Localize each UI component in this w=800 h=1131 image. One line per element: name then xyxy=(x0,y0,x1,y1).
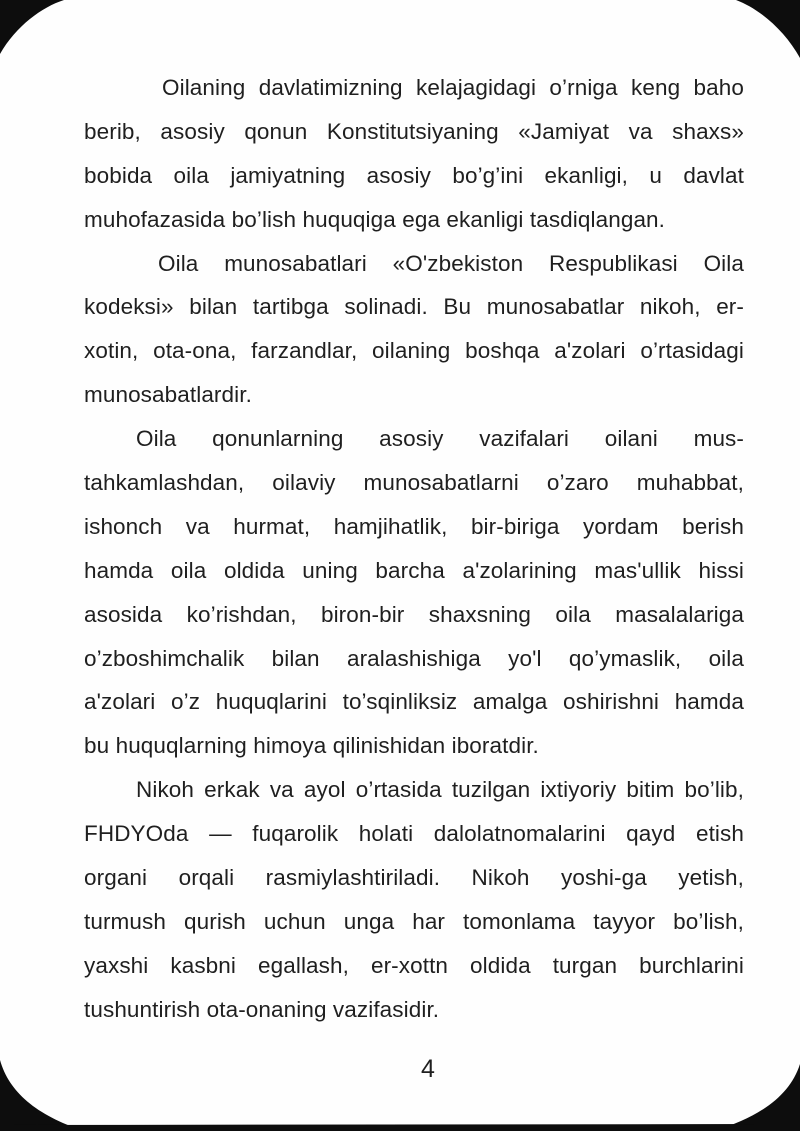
text-line: Oila qonunlarning asosiy vazifalari oilani mus- xyxy=(136,426,744,452)
text-line: FHDYOda — fuqarolik holati dalolatnomalarini qayd etish xyxy=(84,821,744,847)
text-line: yaxshi kasbni egallash, er-xottn oldida turgan burchlarini xyxy=(84,952,744,978)
text-line: asosida ko’rishdan, biron-bir shaxsning oila masalalariga xyxy=(84,601,744,627)
text-line: organi orqali rasmiylashtiriladi. Nikoh yoshi-ga yetish, xyxy=(84,865,744,891)
text-line: tushuntirish ota-onaning vazifasidir. xyxy=(84,996,440,1022)
page-number: 4 xyxy=(421,1055,435,1083)
paragraph xyxy=(84,768,744,1031)
text-line: xotin, ota-ona, farzandlar, oilaning boshqa a'zolari o’rtasidagi xyxy=(84,338,744,364)
text-line: o’zboshimchalik bilan aralashishiga yo'l qo’ymaslik, oila xyxy=(84,645,744,671)
text-line: muhofazasida bo’lish huquqiga ega ekanligi tasdiqlangan. xyxy=(84,206,666,232)
text-line: Oilaning davlatimizning kelajagidagi o’rniga keng baho xyxy=(162,75,744,100)
scan-corner-bottom-left xyxy=(0,1060,84,1131)
text-block xyxy=(84,66,744,1032)
text-line: tahkamlashdan, oilaviy munosabatlarni o’zaro muhabbat, xyxy=(84,470,744,496)
text-line: turmush qurish uchun unga har tomonlama tayyor bo’lish, xyxy=(84,908,744,934)
text-line: kodeksi» bilan tartibga solinadi. Bu munosabatlar nikoh, er- xyxy=(84,294,744,320)
text-line: Nikoh erkak va ayol o’rtasida tuzilgan ixtiyoriy bitim bo’lib, xyxy=(136,777,744,803)
scan-corner-top-left xyxy=(0,0,64,54)
paragraph xyxy=(84,242,744,418)
scan-corner-top-right xyxy=(736,0,800,58)
paragraph xyxy=(84,66,744,242)
text-line: Oila munosabatlari «O'zbekiston Respublikasi Oila xyxy=(158,250,744,276)
text-line: berib, asosiy qonun Konstitutsiyaning «Jamiyat va shaxs» xyxy=(84,118,744,144)
text-line: hamda oila oldida uning barcha a'zolarining mas'ullik hissi xyxy=(84,557,744,583)
text-line: ishonch va hurmat, hamjihatlik, bir-biriga yordam berish xyxy=(84,513,744,539)
text-line: bu huquqlarning himoya qilinishidan iboratdir. xyxy=(84,733,539,759)
text-line: munosabatlardir. xyxy=(84,382,252,408)
text-line: a'zolari o’z huquqlarini to’sqinliksiz amalga oshirishni hamda xyxy=(84,689,744,715)
text-line: bobida oila jamiyatning asosiy bo’g’ini ekanligi, u davlat xyxy=(84,162,744,188)
paragraph xyxy=(84,417,744,768)
scan-bottom-edge-strip xyxy=(0,1124,800,1131)
